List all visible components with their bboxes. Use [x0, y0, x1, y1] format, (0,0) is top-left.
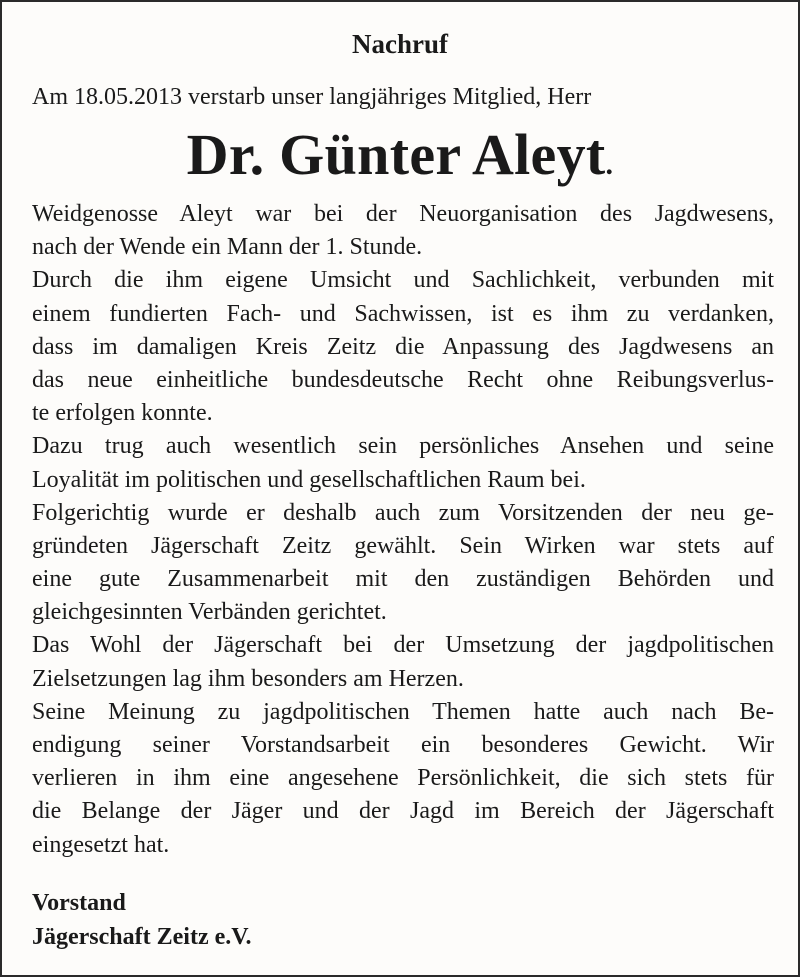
- body-line: Folgerichtig wurde er deshalb auch zum Vorsitzenden der neu ge-: [32, 499, 774, 526]
- body-line: eine gute Zusammenarbeit mit den zuständigen Behörden und: [32, 566, 774, 593]
- deceased-name-text: Dr. Günter Aleyt: [186, 122, 606, 187]
- deceased-name-dot: .: [605, 148, 614, 181]
- signature-line-1: Vorstand: [32, 890, 126, 916]
- body-line: endigung seiner Vorstandsarbeit ein besonderes Gewicht. Wir: [32, 732, 774, 758]
- body-paragraph: [32, 198, 774, 264]
- body-paragraph: [32, 264, 774, 430]
- body-line: die Belange der Jäger und der Jagd im Bereich der Jägerschaft: [32, 798, 774, 825]
- notice-heading: Nachruf: [352, 29, 448, 59]
- body-paragraph: [32, 629, 774, 695]
- body-line: eingesetzt hat.: [32, 831, 170, 858]
- body-line: te erfolgen konnte.: [32, 400, 213, 427]
- body-line: Dazu trug auch wesentlich sein persönliches Ansehen und seine: [32, 433, 774, 460]
- deceased-name: [2, 122, 798, 198]
- obituary-body: [32, 198, 774, 862]
- intro-line: Am 18.05.2013 verstarb unser langjähriges Mitglied, Herr: [32, 84, 592, 110]
- body-line: das neue einheitliche bundesdeutsche Recht ohne Reibungsverlus-: [32, 366, 774, 393]
- body-line: dass im damaligen Kreis Zeitz die Anpassung des Jagdwesens an: [32, 333, 774, 360]
- body-line: gleichgesinnten Verbänden gerichtet.: [32, 599, 387, 626]
- body-line: Das Wohl der Jägerschaft bei der Umsetzung der jagdpolitischen: [32, 632, 774, 659]
- body-line: Seine Meinung zu jagdpolitischen Themen hatte auch nach Be-: [32, 698, 774, 725]
- body-paragraph: [32, 497, 774, 630]
- body-line: Durch die ihm eigene Umsicht und Sachlichkeit, verbunden mit: [32, 267, 774, 294]
- signature-line-2: Jägerschaft Zeitz e.V.: [32, 924, 252, 950]
- body-paragraph: [32, 696, 774, 862]
- body-line: Weidgenosse Aleyt war bei der Neuorganisation des Jagdwesens,: [32, 201, 774, 227]
- body-line: Loyalität im politischen und gesellschaftlichen Raum bei.: [32, 466, 586, 493]
- body-line: verlieren in ihm eine angesehene Persönlichkeit, die sich stets für: [32, 765, 774, 792]
- signature-block: [32, 886, 252, 954]
- body-line: gründeten Jägerschaft Zeitz gewählt. Sein Wirken war stets auf: [32, 532, 774, 559]
- body-line: einem fundierten Fach- und Sachwissen, ist es ihm zu verdanken,: [32, 300, 774, 327]
- body-line: Zielsetzungen lag ihm besonders am Herzen.: [32, 665, 464, 692]
- body-line: nach der Wende ein Mann der 1. Stunde.: [32, 234, 423, 261]
- body-paragraph: [32, 430, 774, 496]
